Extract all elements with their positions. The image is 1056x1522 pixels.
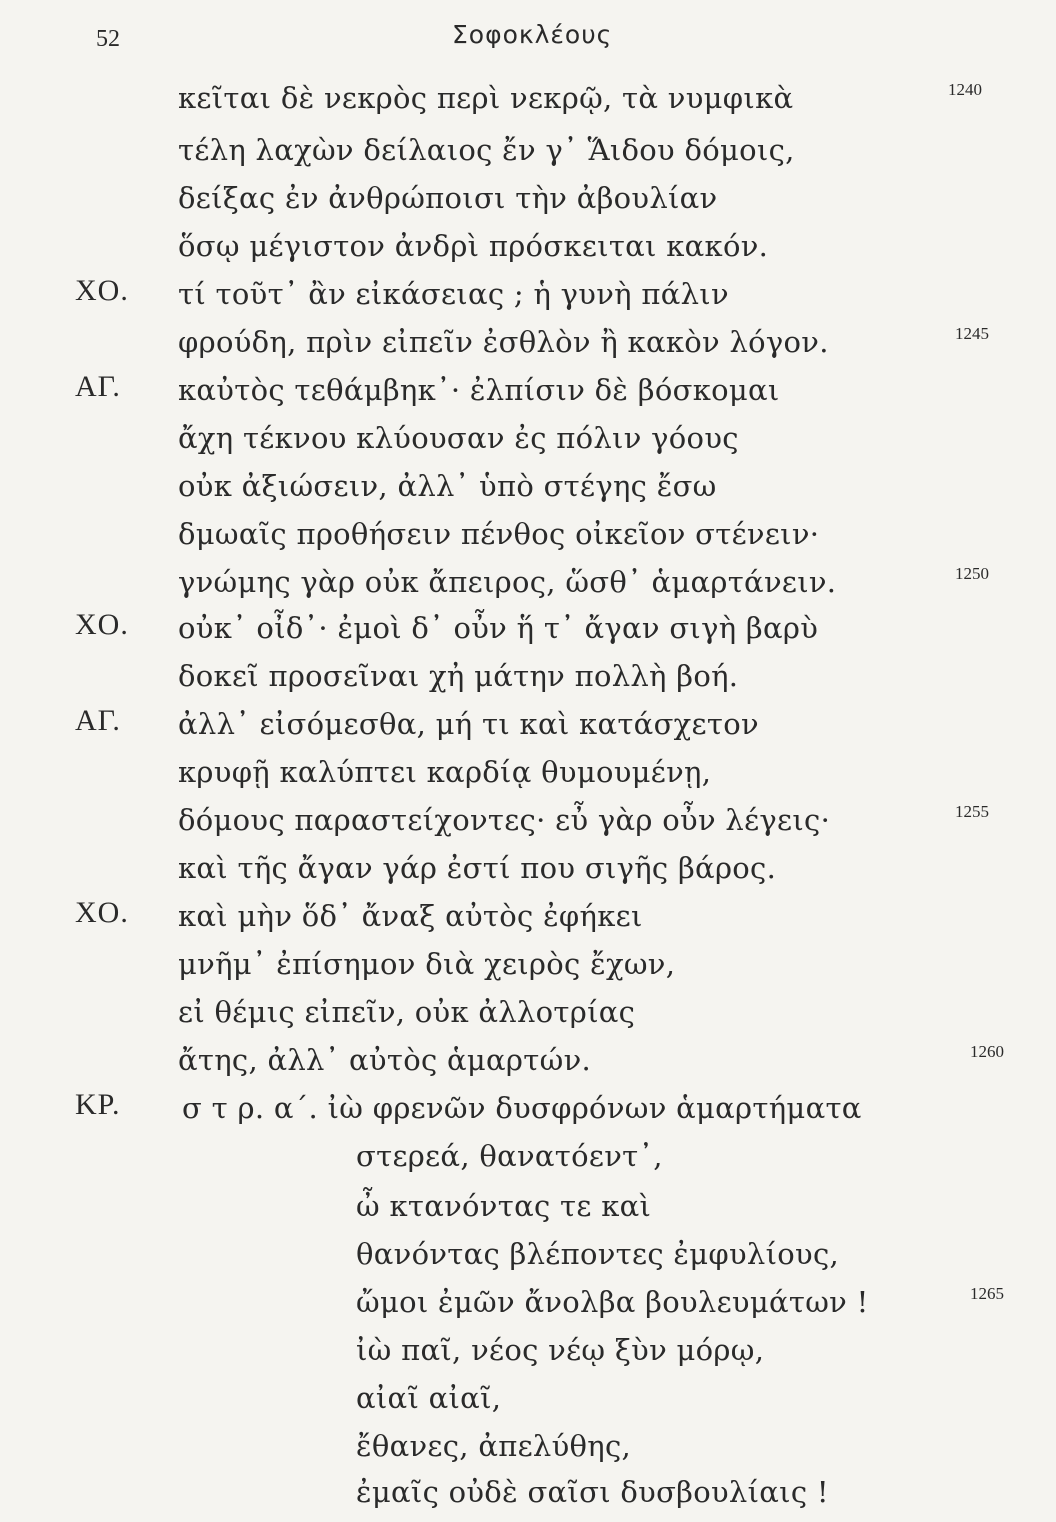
verse-line bbox=[0, 800, 1056, 850]
verse-text-line: εἰ θέμις εἰπεῖν, οὐκ ἀλλοτρίας bbox=[178, 995, 636, 1029]
verse-text-line: τέλη λαχὼν δείλαιος ἔν γ᾽ Ἅιδου δόμοις, bbox=[178, 133, 795, 167]
verse-text-line: τί τοῦτ᾽ ἂν εἰκάσειας ; ἡ γυνὴ πάλιν bbox=[178, 277, 729, 311]
verse-text-line: ἔθανες, ἀπελύθης, bbox=[356, 1429, 632, 1463]
verse-text-line: δοκεῖ προσεῖναι χἠ μάτην πολλὴ βοή. bbox=[178, 659, 739, 693]
verse-line bbox=[0, 274, 1056, 324]
verse-line bbox=[0, 178, 1056, 228]
speaker-label: ΑΓ. bbox=[75, 370, 121, 403]
speaker-label: ΧΟ. bbox=[75, 274, 129, 307]
verse-text-line: αἰαῖ αἰαῖ, bbox=[356, 1381, 502, 1415]
verse-text-line: καὶ μὴν ὅδ᾽ ἄναξ αὐτὸς ἐφήκει bbox=[178, 899, 643, 933]
verse-line bbox=[0, 608, 1056, 658]
line-number: 1240 bbox=[948, 80, 982, 99]
verse-line bbox=[0, 704, 1056, 754]
verse-text-line: οὐκ ἀξιώσειν, ἀλλ᾽ ὑπὸ στέγης ἔσω bbox=[178, 469, 717, 503]
verse-text-line: στερεά, θανατόεντ᾽, bbox=[356, 1139, 663, 1173]
verse-text-line: κεῖται δὲ νεκρὸς περὶ νεκρῷ, τὰ νυμφικὰ bbox=[178, 81, 794, 115]
verse-line bbox=[0, 1088, 1056, 1138]
verse-text-line: ἄχη τέκνου κλύουσαν ἐς πόλιν γόους bbox=[178, 421, 739, 455]
verse-text-line: ὦ κτανόντας τε καὶ bbox=[356, 1189, 652, 1223]
verse-text-line: δείξας ἐν ἀνθρώποισι τὴν ἀβουλίαν bbox=[178, 181, 718, 215]
speaker-label: ΚΡ. bbox=[75, 1088, 121, 1121]
verse-line bbox=[0, 896, 1056, 946]
line-number: 1245 bbox=[955, 324, 989, 343]
verse-text-line: ἀλλ᾽ εἰσόμεσθα, μή τι καὶ κατάσχετον bbox=[178, 707, 759, 741]
speaker-label: ΧΟ. bbox=[75, 608, 129, 641]
verse-text-line: θανόντας βλέποντες ἐμφυλίους, bbox=[356, 1237, 840, 1271]
verse-line bbox=[0, 1040, 1056, 1090]
verse-line bbox=[0, 370, 1056, 420]
verse-text-line: δόμους παραστείχοντες· εὖ γὰρ οὖν λέγεις· bbox=[178, 803, 831, 837]
speaker-label: ΧΟ. bbox=[75, 896, 129, 929]
verse-text-line: ἰὼ παῖ, νέος νέῳ ξὺν μόρῳ, bbox=[356, 1333, 765, 1367]
verse-line bbox=[0, 226, 1056, 276]
verse-line bbox=[0, 1186, 1056, 1236]
verse-text-line: φρούδη, πρὶν εἰπεῖν ἐσθλὸν ἢ κακὸν λόγον. bbox=[178, 325, 829, 359]
page-number: 52 bbox=[96, 26, 120, 52]
line-number: 1255 bbox=[955, 802, 989, 821]
verse-line bbox=[0, 130, 1056, 180]
verse-text-line: δμωαῖς προθήσειν πένθος οἰκεῖον στένειν· bbox=[178, 517, 820, 551]
verse-line bbox=[0, 78, 1056, 128]
verse-line bbox=[0, 1330, 1056, 1380]
verse-line bbox=[0, 418, 1056, 468]
verse-line bbox=[0, 322, 1056, 372]
verse-text-line: ἐμαῖς οὐδὲ σαῖσι δυσβουλίαις ! bbox=[356, 1475, 829, 1509]
verse-line bbox=[0, 562, 1056, 612]
verse-text-line: γνώμης γὰρ οὐκ ἄπειρος, ὥσθ᾽ ἁμαρτάνειν. bbox=[178, 565, 837, 599]
verse-line bbox=[0, 1472, 1056, 1522]
speaker-label: ΑΓ. bbox=[75, 704, 121, 737]
verse-line bbox=[0, 1282, 1056, 1332]
line-number: 1250 bbox=[955, 564, 989, 583]
verse-line bbox=[0, 992, 1056, 1042]
line-number: 1265 bbox=[970, 1284, 1004, 1303]
verse-text-line: κρυφῇ καλύπτει καρδίᾳ θυμουμένῃ, bbox=[178, 755, 712, 789]
verse-line bbox=[0, 466, 1056, 516]
verse-text-line: μνῆμ᾽ ἐπίσημον διὰ χειρὸς ἔχων, bbox=[178, 947, 676, 981]
verse-text-line: καὶ τῆς ἄγαν γάρ ἐστί που σιγῆς βάρος. bbox=[178, 851, 777, 885]
verse-text-line: καὐτὸς τεθάμβηκ᾽· ἐλπίσιν δὲ βόσκομαι bbox=[178, 373, 780, 407]
verse-line bbox=[0, 1426, 1056, 1476]
verse-text-line: ὅσῳ μέγιστον ἀνδρὶ πρόσκειται κακόν. bbox=[178, 229, 769, 263]
line-number: 1260 bbox=[970, 1042, 1004, 1061]
verse-line bbox=[0, 1234, 1056, 1284]
verse-line bbox=[0, 944, 1056, 994]
verse-line bbox=[0, 514, 1056, 564]
verse-line bbox=[0, 848, 1056, 898]
verse-line bbox=[0, 1136, 1056, 1186]
verse-text-line: οὐκ᾽ οἶδ᾽· ἐμοὶ δ᾽ οὖν ἥ τ᾽ ἄγαν σιγὴ βαρὺ bbox=[178, 611, 819, 645]
verse-text-line: σ τ ρ. α΄. ἰὼ φρενῶν δυσφρόνων ἁμαρτήματα bbox=[182, 1091, 862, 1125]
verse-line bbox=[0, 752, 1056, 802]
verse-line bbox=[0, 656, 1056, 706]
verse-line bbox=[0, 1378, 1056, 1428]
running-title: Σοφοκλέους bbox=[452, 20, 613, 49]
verse-text-line: ἄτης, ἀλλ᾽ αὐτὸς ἁμαρτών. bbox=[178, 1043, 592, 1077]
verse-text-line: ὤμοι ἐμῶν ἄνολβα βουλευμάτων ! bbox=[356, 1285, 869, 1319]
